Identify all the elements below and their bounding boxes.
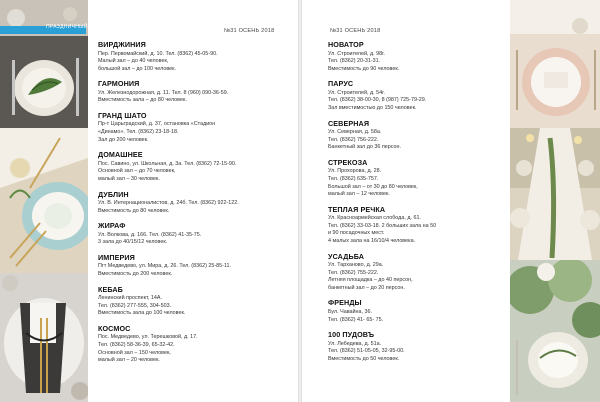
venue-name: 100 ПУДОВЪ — [328, 330, 375, 340]
venue-info: Тел. (8362) 58-36-39, 65-32-42. — [98, 341, 175, 348]
venue-info: малый зал – 30 человек. — [98, 175, 160, 182]
venue-info: Пер. Первомайский, д. 10. Тел. (8362) 45-05-90. — [98, 50, 218, 57]
venue-name: КОСМОС — [98, 323, 131, 333]
venue-name: ГРАНД ШАТО — [98, 110, 147, 120]
venue-info: Вместимость до 200 человек. — [98, 271, 173, 277]
venue-info: Основной зал – до 70 человек, — [98, 168, 176, 175]
venue-name: ЖИРАФ — [98, 221, 126, 231]
photo-teal-plate — [0, 128, 88, 273]
venue-name: ДУБЛИН — [98, 189, 129, 199]
venue-info: «Динамо». Тел. (8362) 23-18-18. — [98, 129, 179, 136]
venue-info: Зал до 200 человек. — [98, 136, 149, 143]
venue-info: Пос. Медведево, ул. Терешковой, д. 17. — [98, 334, 198, 341]
venue-info: Бул. Чавайна, 36. — [328, 308, 373, 315]
venue-entry — [328, 205, 518, 246]
venue-info: Пр-т Царьградский, д. 37, остановка «Стадион — [98, 121, 216, 128]
venue-info: Ул. Прохорова, д. 28. — [328, 168, 382, 175]
venue-info: малый зал – 12 человек. — [328, 191, 390, 198]
venue-info: Ул. Красноармейская слобода, д. 61. — [328, 215, 421, 222]
photo-banquet-table — [510, 128, 600, 260]
venue-info: 4 малых зала на 16/10/4 человека. — [328, 238, 416, 244]
venue-info: Зал вместимостью до 150 человек. — [328, 104, 417, 111]
venue-info: Тел. (8362) 277-555, 304-503. — [98, 302, 172, 309]
venue-entry — [328, 330, 518, 363]
venue-name: КЕБАБ — [98, 284, 123, 294]
venue-entry — [98, 324, 288, 365]
photo-napkin-fork — [0, 273, 88, 402]
venue-info: Ул. Строителей, д. 54г. — [328, 89, 385, 96]
right-page — [302, 0, 600, 402]
venue-entry — [98, 111, 288, 144]
venue-entry — [98, 150, 288, 183]
venue-info: Вместимость зала до 100 человек. — [98, 310, 186, 317]
venue-name: ДОМАШНЕЕ — [98, 150, 143, 160]
venue-info: Вместимость до 90 человек. — [328, 65, 400, 72]
left-page — [0, 0, 298, 402]
venue-name: НОВАТОР — [328, 40, 364, 49]
venue-name: ТЕПЛАЯ РЕЧКА — [328, 204, 386, 214]
venue-info: банкетный зал – до 20 персон. — [328, 284, 405, 291]
venue-info: Ул. В. Интернационалистов, д. 24б. Тел. (8362) 922-122. — [98, 200, 239, 207]
venue-info: Летняя площадка – до 40 персон, — [328, 277, 413, 284]
venue-info: Ул. Тарханово, д. 29а. — [328, 262, 384, 269]
venue-info: малый зал – 20 человек. — [98, 357, 160, 364]
photo-place-setting — [510, 0, 600, 128]
venue-entry — [98, 221, 288, 247]
venue-info: большой зал – до 100 человек. — [98, 65, 176, 72]
venue-info: Тел. (8362) 20-31-31. — [328, 58, 381, 65]
venue-info: Тел. (8362) 38-00-30, 8 (987) 725-79-29. — [328, 97, 427, 104]
venue-info: Ул. Железнодорожная, д. 11. Тел. 8 (960) 090-36-59. — [98, 89, 229, 96]
venue-name: ФРЕНДЫ — [328, 298, 362, 308]
venue-info: Тел. (8362) 635-757. — [328, 175, 379, 182]
venue-name: ПАРУС — [328, 79, 354, 89]
right-photo-strip — [510, 0, 600, 402]
venue-info: Ул. Строителей, д. 98г. — [328, 50, 385, 57]
venue-list-right — [328, 40, 518, 369]
issue-label: №31 ОСЕНЬ 2018 — [330, 28, 381, 34]
venue-name: ИМПЕРИЯ — [98, 252, 135, 262]
venue-entry — [98, 190, 288, 216]
venue-entry — [98, 285, 288, 318]
venue-name: СЕВЕРНАЯ — [328, 118, 370, 128]
venue-info: Малый зал – до 40 человек, — [98, 58, 169, 65]
venue-info: Вместимость до 80 человек. — [98, 207, 170, 214]
section-tag: ПРАЗДНИЧНЫЙ ГИД — [46, 24, 101, 30]
issue-label: №31 ОСЕНЬ 2018 — [224, 28, 275, 34]
venue-info: Ул. Лебедева, д. 51а. — [328, 340, 382, 347]
venue-entry — [98, 79, 288, 105]
venue-info: Тел. (8362) 756-222. — [328, 136, 379, 143]
venue-info: Тел. (8362) 33-03-18. 2 больших зала на 50 — [328, 222, 437, 229]
venue-info: 3 зала до 40/15/12 человек. — [98, 239, 168, 246]
venue-info: Пос. Савино, ул. Школьная, д. 3а. Тел. (8362) 72-15-90. — [98, 160, 237, 167]
venue-info: Вместимость до 50 человек. — [328, 355, 400, 362]
venue-info: Тел. (8362) 755-222. — [328, 269, 379, 276]
venue-info: Вместимость зала – до 80 человек. — [98, 97, 187, 104]
venue-list-left — [98, 40, 288, 371]
venue-entry — [328, 298, 518, 324]
venue-info: Пгт Медведево, ул. Мира, д. 26. Тел. (8362) 25-85-11. — [98, 263, 232, 270]
venue-entry — [328, 252, 518, 293]
venue-info: Ленинский проспект, 14А. — [98, 295, 162, 302]
venue-name: УСАДЬБА — [328, 251, 365, 261]
venue-name: ВИРДЖИНИЯ — [98, 40, 146, 49]
left-photo-strip — [0, 0, 88, 402]
venue-info: Банкетный зал до 36 персон. — [328, 144, 401, 151]
venue-name: СТРЕКОЗА — [328, 157, 368, 167]
venue-entry — [328, 158, 518, 199]
venue-info: Ул. Волкова, д. 166. Тел. (8362) 41-35-75. — [98, 231, 202, 238]
venue-info: Тел. (8362) 51-05-05, 32-95-00. — [328, 348, 405, 355]
venue-info: Тел. (8362) 41- 65- 75. — [328, 316, 384, 323]
venue-entry — [98, 40, 288, 73]
venue-info: Основной зал – 150 человек, — [98, 349, 171, 356]
photo-greenery-plate — [510, 260, 600, 402]
venue-entry — [328, 40, 518, 73]
venue-name: ГАРМОНИЯ — [98, 79, 140, 89]
venue-entry — [98, 253, 288, 279]
venue-info: Ул. Северная, д. 58а. — [328, 129, 382, 136]
photo-table-leaf — [0, 0, 88, 128]
venue-info: Большой зал – от 30 до 80 человек, — [328, 183, 418, 190]
venue-entry — [328, 79, 518, 112]
venue-entry — [328, 119, 518, 152]
venue-info: и 90 посадочных мест. — [328, 230, 385, 237]
